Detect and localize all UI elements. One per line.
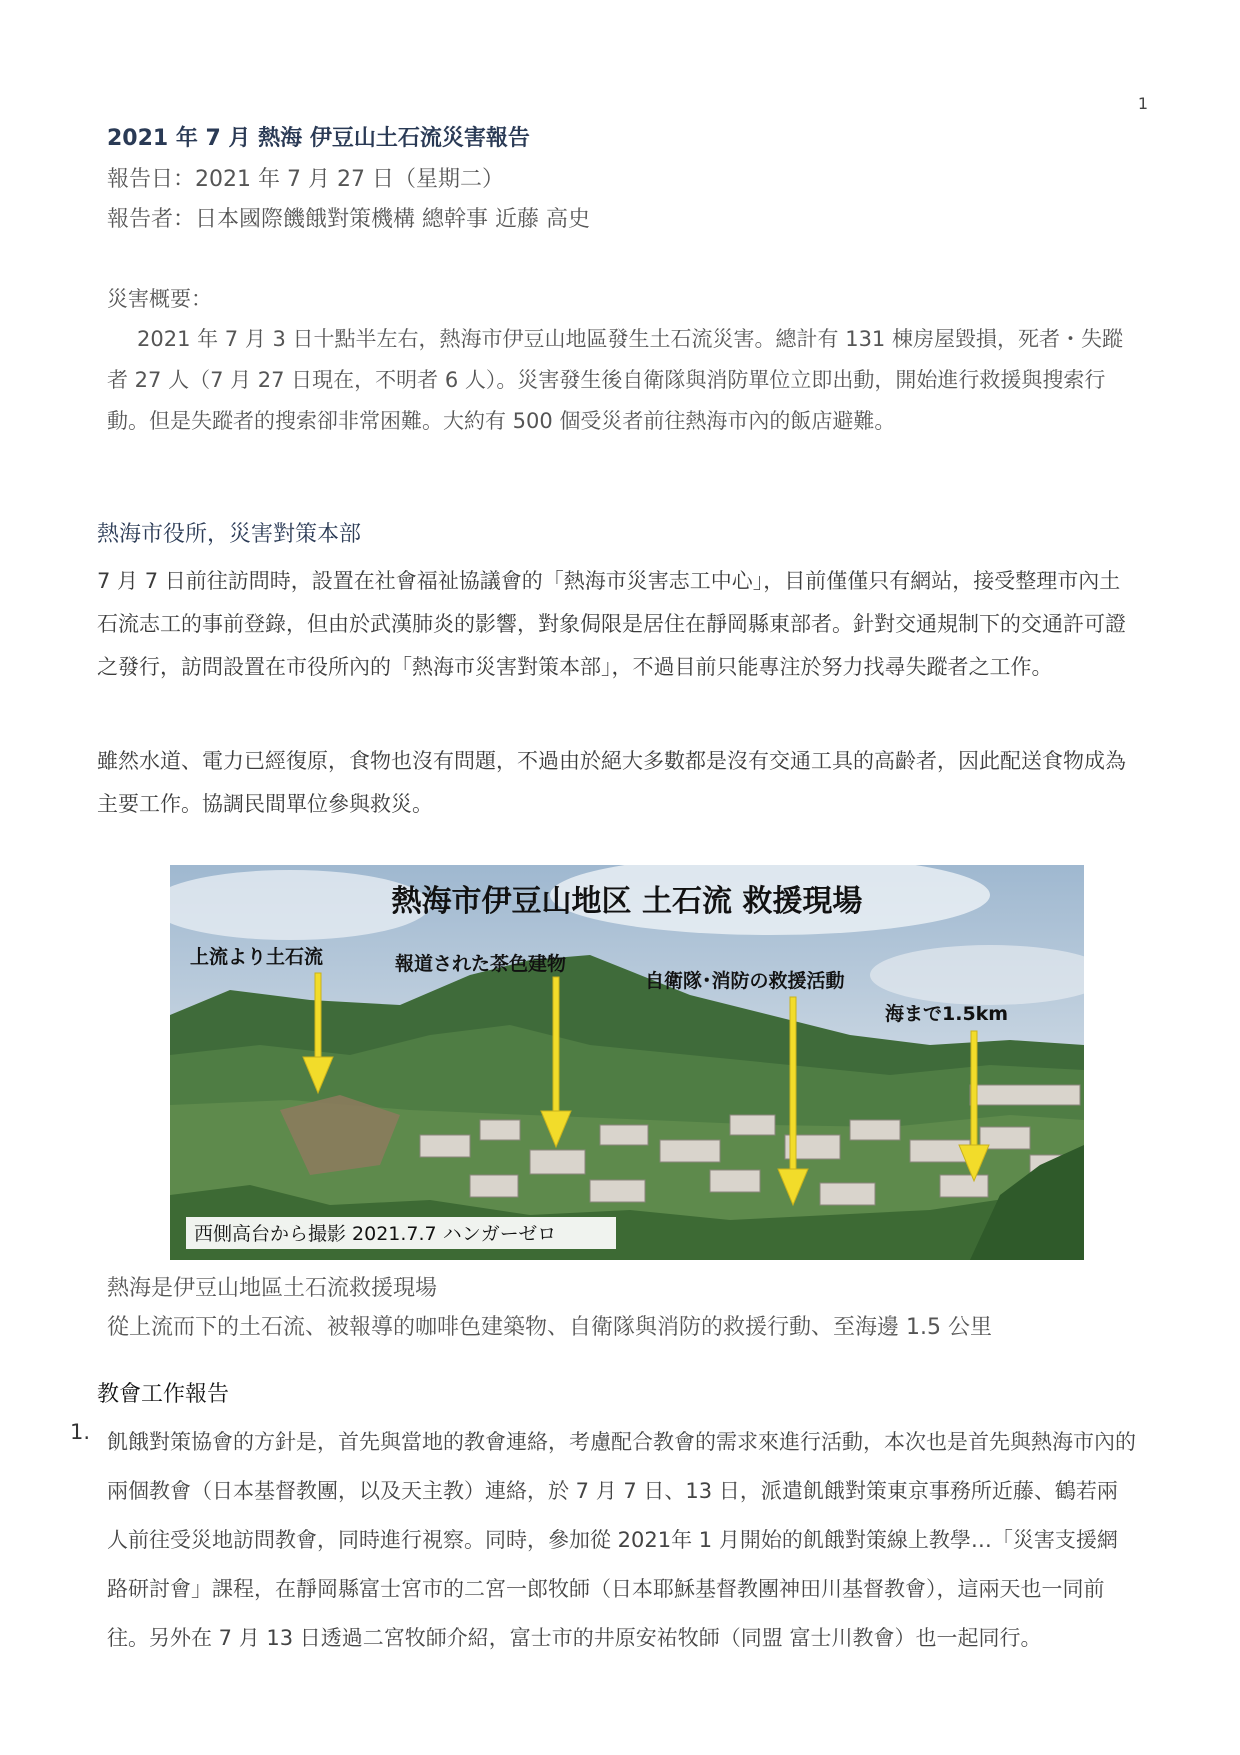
photo-title: 熱海市伊豆山地区 土石流 救援現場: [391, 884, 863, 919]
page-number: 1: [1137, 94, 1148, 113]
overview-heading: 災害概要：: [107, 287, 212, 311]
photo-label-upstream: 上流より土石流: [190, 946, 324, 968]
city-office-paragraph-1: 7 月 7 日前往訪問時，設置在社會福祉協議會的「熱海市災害志工中心」，目前僅僅只有網站，接受整理市內土石流志工的事前登錄，但由於武漢肺炎的影響，對象侷限是居住在靜岡縣東部者。針對交通規制下的交通許可證之發行，訪問設置在市役所內的「熱海市災害對策本部」，不過目前只能專注於努力找尋失蹤者之工作。: [97, 569, 1126, 679]
photo-label-sea-distance: 海まで1.5km: [885, 1003, 1009, 1025]
report-date: 報告日：2021 年 7 月 27 日（星期二）: [107, 167, 504, 192]
section-heading-city-office: 熱海市役所，災害對策本部: [97, 522, 362, 547]
reporter: 報告者：日本國際饑餓對策機構 總幹事 近藤 高史: [107, 207, 590, 232]
section-heading-church-report: 教會工作報告: [97, 1382, 230, 1407]
overview-text: 2021 年 7 月 3 日十點半左右，熱海市伊豆山地區發生土石流災害。總計有 131 棟房屋毀損，死者・失蹤者 27 人（7 月 27 日現在，不明者 6 人）。災害發生後自衛隊與消防單位立即出動，開始進行救援與搜索行動。但是失蹤者的搜索卻非常困難。大約有 500 個受災者前往熱海市內的飯店避難。: [107, 327, 1123, 433]
list-item-number: 1.: [70, 1420, 91, 1444]
photo-credit: 西側高台から撮影 2021.7.7 ハンガーゼロ: [194, 1223, 557, 1245]
city-office-paragraph-2: 雖然水道、電力已經復原，食物也沒有問題，不過由於絕大多數都是沒有交通工具的高齡者，因此配送食物成為主要工作。協調民間單位參與救災。: [97, 749, 1126, 816]
disaster-site-photo: [170, 865, 1084, 1260]
list-item-text: 飢餓對策協會的方針是，首先與當地的教會連絡，考慮配合教會的需求來進行活動，本次也是首先與熱海市內的兩個教會（日本基督教團，以及天主教）連絡，於 7 月 7 日、13 日，派遣飢餓對策東京事務所近藤、鶴若兩人前往受災地訪問教會，同時進行視察。同時，參加從 2021年 1 月開始的飢餓對策線上教學…「災害支援網路研討會」課程，在靜岡縣富士宮市的二宮一郎牧師（日本耶穌基督教團神田川基督教會），這兩天也一同前往。另外在 7 月 13 日透過二宮牧師介紹，富士市的井原安祐牧師（同盟 富士川教會）也一起同行。: [107, 1430, 1136, 1650]
photo-label-brown-building: 報道された茶色建物: [395, 953, 567, 975]
report-title: 2021 年 7 月 熱海 伊豆山土石流災害報告: [107, 126, 530, 151]
photo-caption-1: 熱海是伊豆山地區土石流救援現場: [107, 1276, 438, 1301]
photo-label-rescue: 自衛隊･消防の救援活動: [645, 970, 845, 992]
photo-caption-2: 從上流而下的土石流、被報導的咖啡色建築物、自衛隊與消防的救援行動、至海邊 1.5 公里: [107, 1315, 992, 1340]
